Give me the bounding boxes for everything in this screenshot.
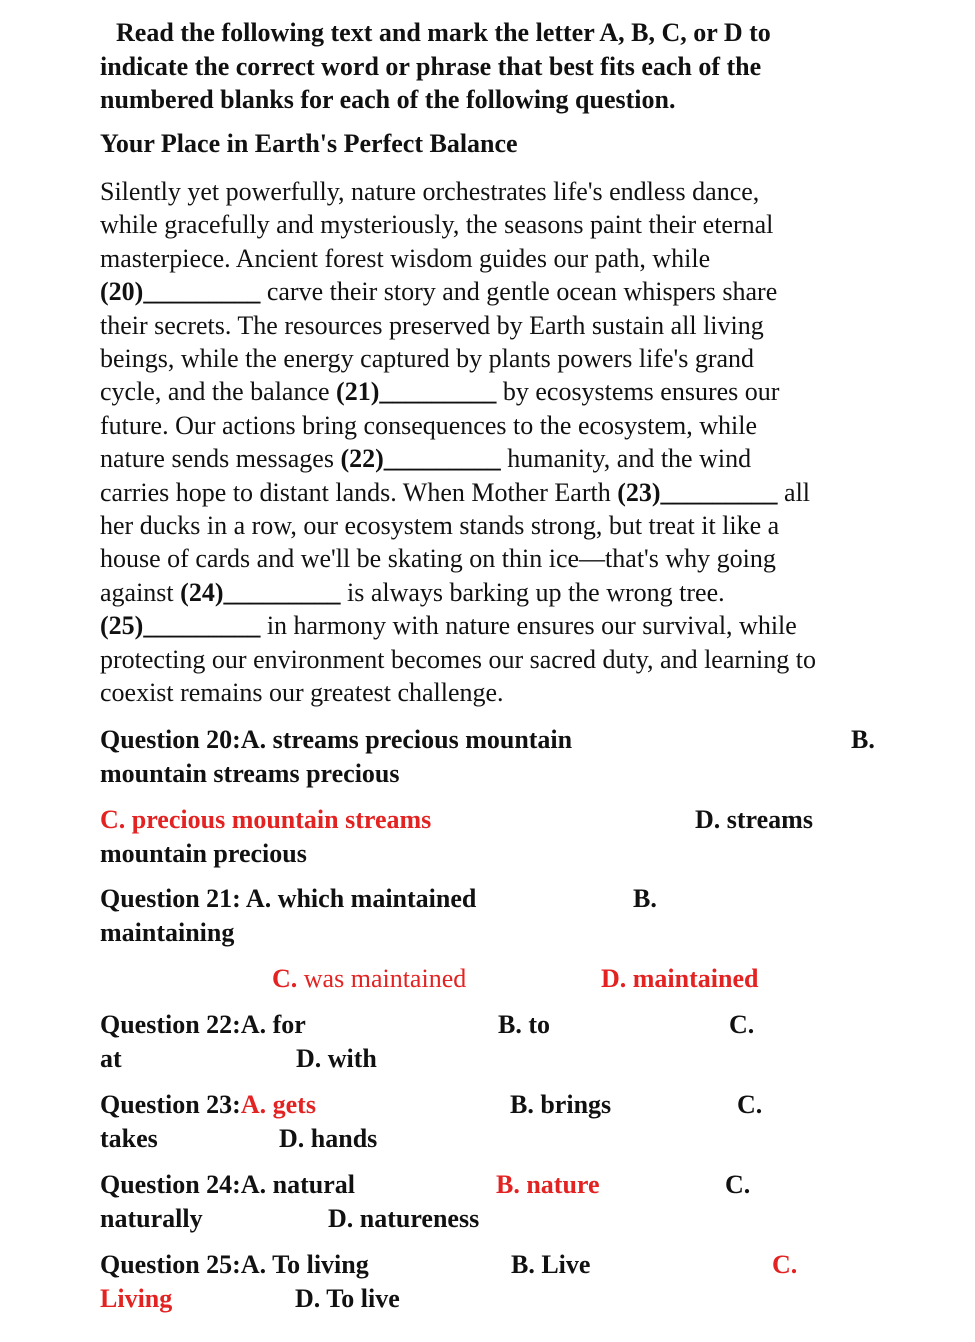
- option-d[interactable]: D. To live: [295, 1284, 400, 1313]
- passage-text: all: [784, 477, 811, 507]
- option-c-answer[interactable]: Living: [100, 1284, 173, 1313]
- option-b-answer[interactable]: B. nature: [496, 1170, 600, 1199]
- question-label: Question 25:: [100, 1250, 241, 1279]
- option-a[interactable]: A. for: [240, 1010, 306, 1039]
- passage-text: by ecosystems ensures our: [502, 377, 780, 407]
- option-b[interactable]: maintaining: [100, 918, 235, 947]
- blank-21: _________: [379, 377, 497, 407]
- option-b[interactable]: mountain streams precious: [100, 759, 400, 788]
- option-c[interactable]: naturally: [100, 1204, 203, 1233]
- option-c-letter[interactable]: C.: [737, 1090, 763, 1119]
- blank-number-22: (22): [340, 444, 384, 474]
- passage-line: [100, 476, 884, 509]
- option-c[interactable]: at: [100, 1044, 122, 1073]
- question-24: [100, 1168, 355, 1202]
- passage-line: future. Our actions bring consequences to the ecosystem, while: [100, 410, 758, 440]
- question-label: Question 21:: [100, 884, 241, 913]
- question-label: Question 20:: [100, 725, 241, 754]
- blank-number-21: (21): [336, 377, 380, 407]
- question-label: Question 22:: [100, 1010, 241, 1039]
- blank-24: _________: [223, 577, 341, 607]
- option-c-answer[interactable]: C. precious mountain streams: [100, 805, 432, 834]
- passage-text: against: [100, 577, 174, 607]
- option-c-letter[interactable]: C.: [729, 1010, 755, 1039]
- passage: [100, 175, 900, 710]
- option-a[interactable]: A. To living: [240, 1250, 369, 1279]
- question-20: [100, 723, 572, 757]
- passage-line: [100, 275, 848, 308]
- passage-text: cycle, and the balance: [100, 377, 330, 407]
- question-label: Question 23:: [100, 1090, 241, 1119]
- passage-line: house of cards and we'll be skating on thin ice—that's why going: [100, 544, 776, 574]
- option-a-answer[interactable]: A. gets: [240, 1090, 316, 1119]
- passage-title: Your Place in Earth's Perfect Balance: [100, 129, 518, 158]
- passage-line: protecting our environment becomes our sacred duty, and learning to: [100, 644, 816, 674]
- blank-20: _________: [143, 277, 261, 307]
- option-d[interactable]: D. natureness: [328, 1204, 480, 1233]
- passage-line: [100, 609, 870, 642]
- option-b[interactable]: B. Live: [511, 1250, 591, 1279]
- option-c-letter[interactable]: C.: [725, 1170, 751, 1199]
- option-d[interactable]: D. with: [296, 1044, 377, 1073]
- passage-line: while gracefully and mysteriously, the seasons paint their eternal: [100, 210, 774, 240]
- option-b-letter[interactable]: B.: [851, 725, 875, 754]
- blank-23: _________: [660, 477, 778, 507]
- instructions: [100, 16, 920, 117]
- instruction-line: indicate the correct word or phrase that best fits each of the: [100, 51, 762, 81]
- passage-line: their secrets. The resources preserved by Earth sustain all living: [100, 310, 764, 340]
- passage-line: coexist remains our greatest challenge.: [100, 678, 504, 708]
- passage-text: carries hope to distant lands. When Mother Earth: [100, 477, 611, 507]
- option-d-answer[interactable]: D. maintained: [601, 964, 759, 993]
- option-c[interactable]: takes: [100, 1124, 158, 1153]
- passage-line: [100, 375, 850, 408]
- passage-line: her ducks in a row, our ecosystem stands strong, but treat it like a: [100, 511, 780, 541]
- option-b[interactable]: B. to: [498, 1010, 550, 1039]
- blank-22: _________: [383, 444, 501, 474]
- passage-text: carve their story and gentle ocean whispers share: [266, 277, 778, 307]
- option-a[interactable]: A. natural: [240, 1170, 355, 1199]
- blank-25: _________: [143, 611, 261, 641]
- option-b-letter[interactable]: B.: [633, 884, 657, 913]
- option-a[interactable]: A. which maintained: [245, 884, 477, 913]
- passage-line: masterpiece. Ancient forest wisdom guides our path, while: [100, 243, 711, 273]
- passage-line: Silently yet powerfully, nature orchestrates life's endless dance,: [100, 177, 760, 206]
- blank-number-25: (25): [100, 611, 144, 641]
- question-22: [100, 1008, 306, 1042]
- option-c[interactable]: [272, 962, 466, 996]
- passage-line: [100, 576, 790, 609]
- question-25: [100, 1248, 369, 1282]
- question-21: [100, 882, 476, 916]
- blank-number-24: (24): [180, 577, 224, 607]
- passage-line: [100, 442, 818, 475]
- option-b[interactable]: B. brings: [510, 1090, 612, 1119]
- blank-number-20: (20): [100, 277, 144, 307]
- passage-text: is always barking up the wrong tree.: [346, 577, 725, 607]
- option-c-letter: C.: [272, 964, 298, 993]
- option-c-letter-answer[interactable]: C.: [772, 1250, 798, 1279]
- option-d[interactable]: D. hands: [279, 1124, 378, 1153]
- passage-text: humanity, and the wind: [507, 444, 752, 474]
- question-label: Question 24:: [100, 1170, 241, 1199]
- instruction-line: numbered blanks for each of the following question.: [100, 85, 676, 114]
- passage-line: beings, while the energy captured by plants powers life's grand: [100, 344, 755, 374]
- option-c-text: was maintained: [303, 964, 467, 993]
- option-d[interactable]: mountain precious: [100, 839, 307, 868]
- option-a[interactable]: A. streams precious mountain: [240, 725, 573, 754]
- blank-number-23: (23): [617, 477, 661, 507]
- question-23: [100, 1088, 316, 1122]
- instruction-line: Read the following text and mark the letter A, B, C, or D to: [116, 18, 771, 47]
- passage-text: in harmony with nature ensures our survival, while: [266, 611, 797, 641]
- option-d-letter[interactable]: D. streams: [695, 805, 813, 834]
- passage-text: nature sends messages: [100, 444, 334, 474]
